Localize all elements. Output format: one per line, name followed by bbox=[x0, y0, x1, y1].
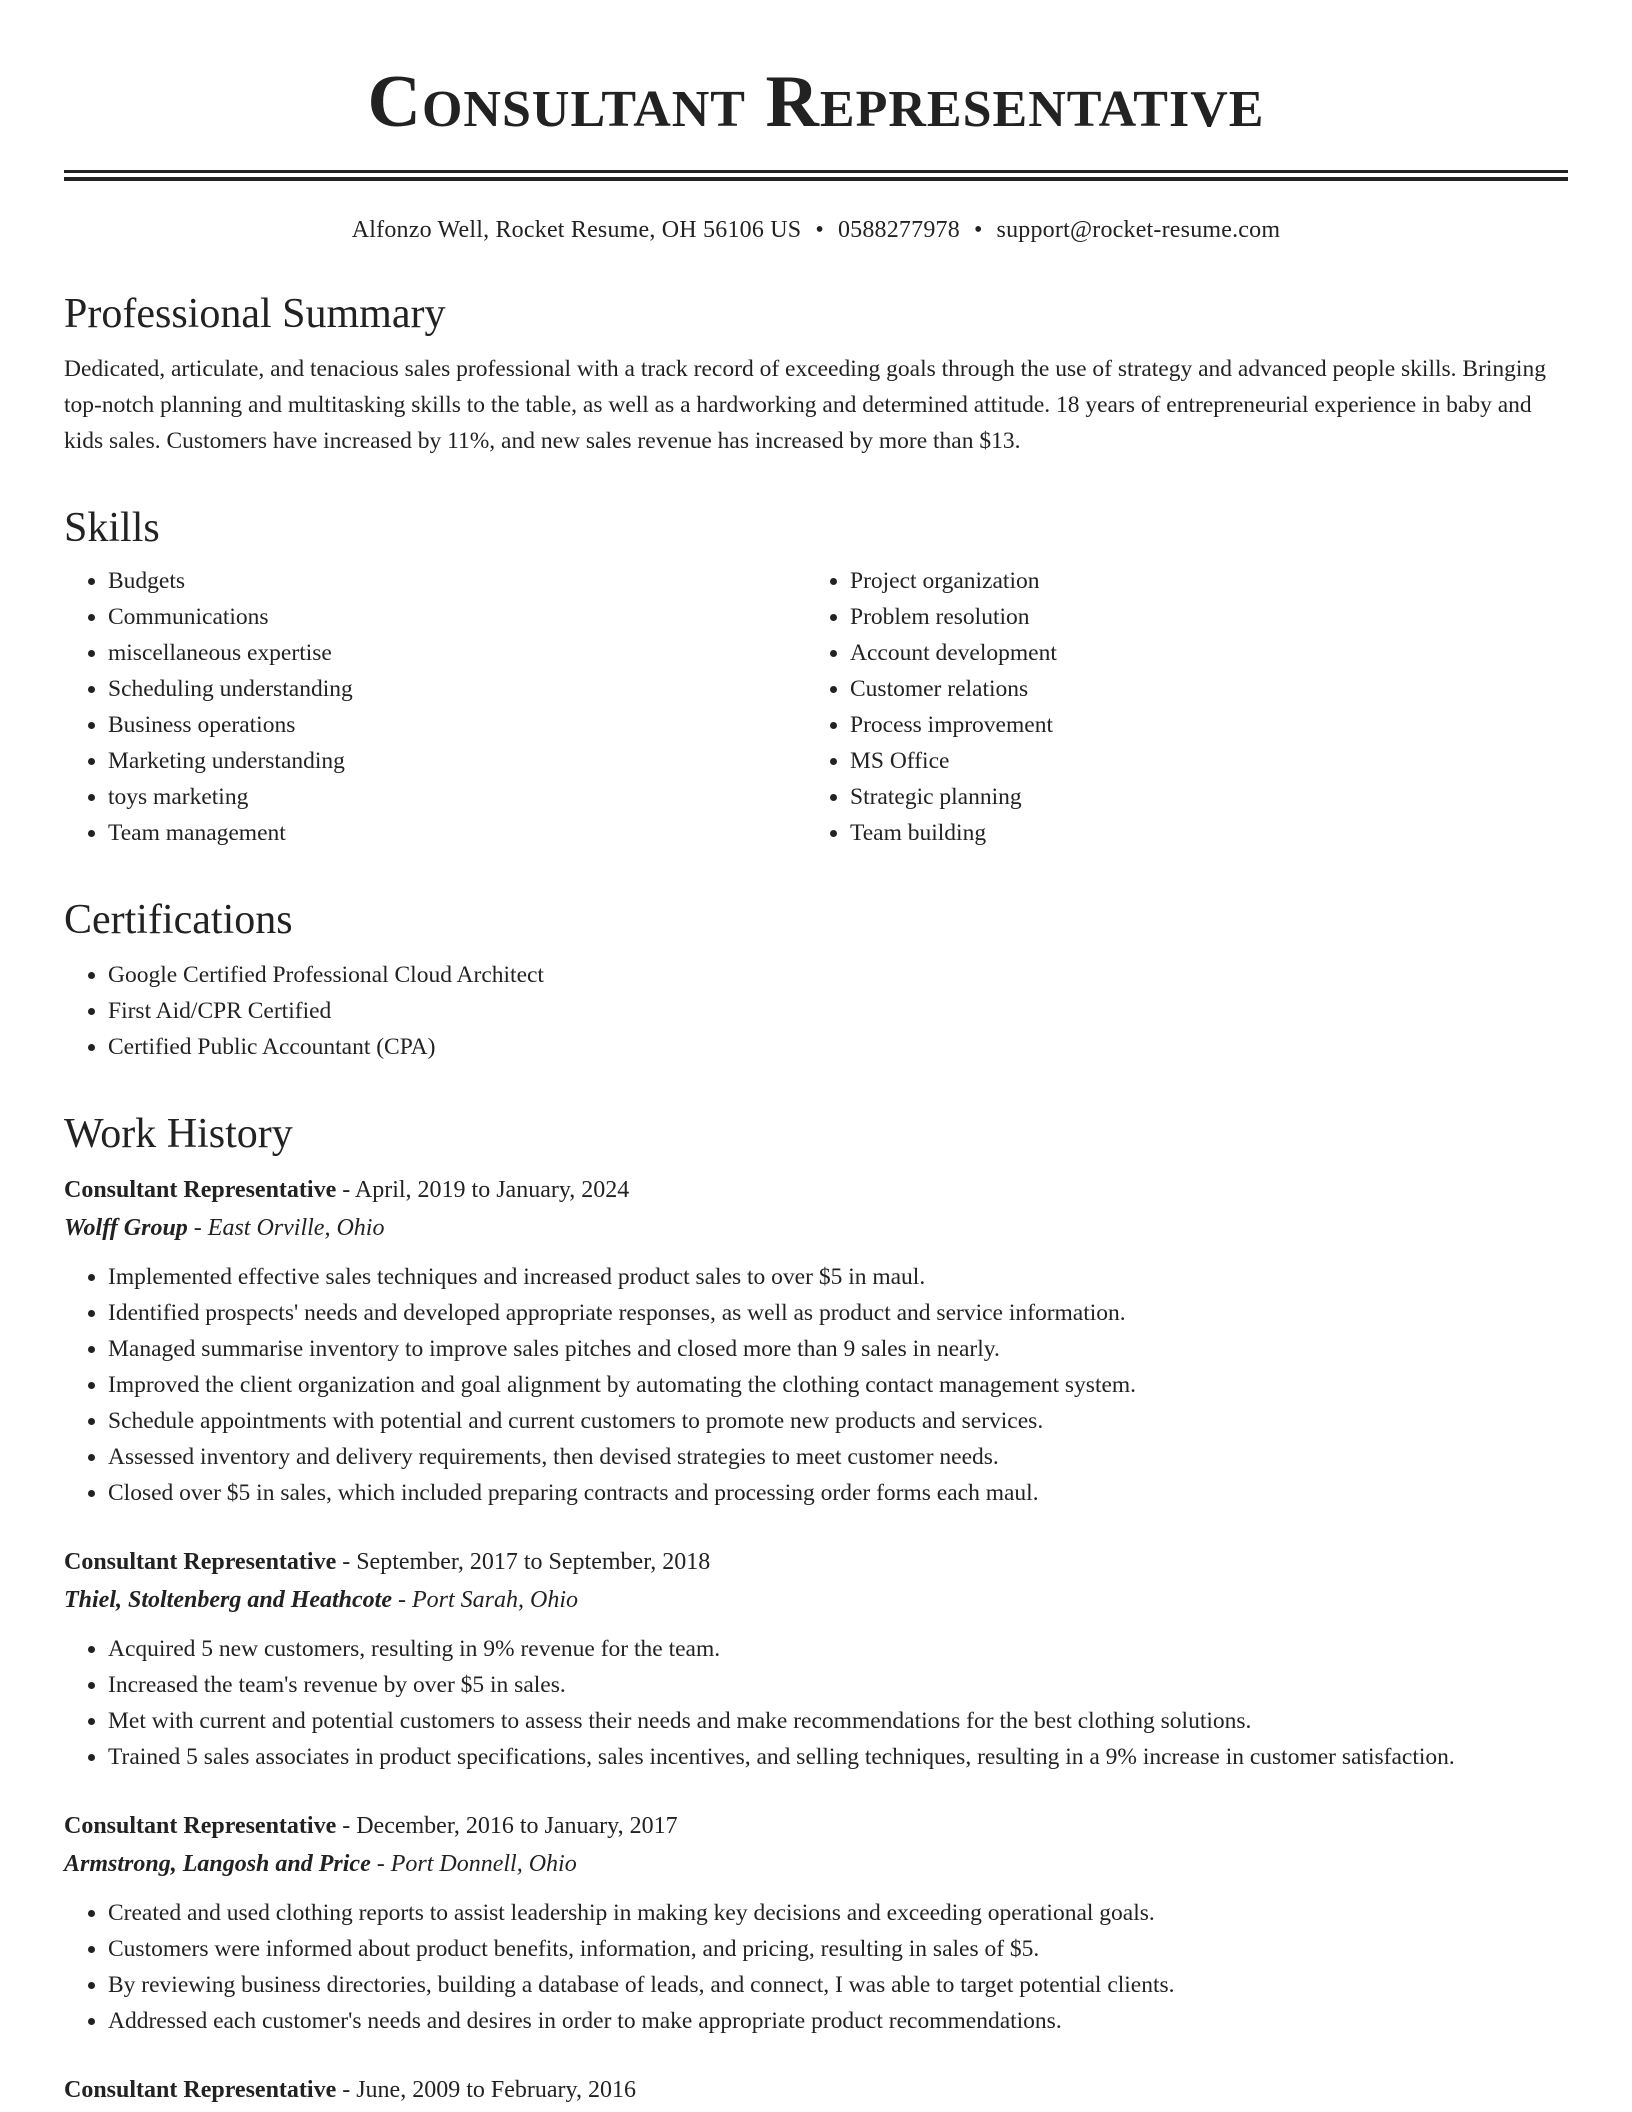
job-entry bbox=[64, 1171, 1568, 1511]
job-bullet: • Schedule appointments with potential and current customers to promote new products and services. bbox=[108, 1403, 1568, 1439]
job-bullet: • Trained 5 sales associates in product specifications, sales incentives, and selling techniques, resulting in a 9% increase in customer satisfaction. bbox=[108, 1739, 1568, 1775]
certifications-block bbox=[64, 957, 1568, 1065]
job-bullet: • Addressed each customer's needs and desires in order to make appropriate product recommendations. bbox=[108, 2003, 1568, 2039]
job-title-line bbox=[64, 2071, 1568, 2109]
skill-item: • Strategic planning bbox=[850, 779, 1548, 815]
contact-separator: • bbox=[815, 217, 824, 243]
skills-list-left bbox=[64, 563, 806, 851]
job-role: Consultant Representative bbox=[64, 1813, 337, 1839]
job-company-line bbox=[64, 1845, 1568, 1883]
work-history-heading: Work History bbox=[64, 1111, 293, 1157]
job-bullet: • Met with current and potential customers to assess their needs and make recommendations for the best clothing solutions. bbox=[108, 1703, 1568, 1739]
skill-item: • Project organization bbox=[850, 563, 1548, 599]
job-bullet: • Increased the team's revenue by over $5 in sales. bbox=[108, 1667, 1568, 1703]
certification-item: • Google Certified Professional Cloud Architect bbox=[108, 957, 1568, 993]
title-divider bbox=[64, 170, 1568, 181]
job-title-line bbox=[64, 1807, 1568, 1845]
skill-item: • toys marketing bbox=[108, 779, 806, 815]
skill-item: • Process improvement bbox=[850, 707, 1548, 743]
certifications-heading: Certifications bbox=[64, 897, 293, 943]
job-bullets bbox=[64, 1259, 1568, 1511]
skill-item: • Team management bbox=[108, 815, 806, 851]
contact-email: support@rocket-resume.com bbox=[996, 217, 1281, 243]
job-role: Consultant Representative bbox=[64, 1177, 337, 1203]
skill-item: • Customer relations bbox=[850, 671, 1548, 707]
job-bullet: • Improved the client organization and goal alignment by automating the clothing contact management system. bbox=[108, 1367, 1568, 1403]
job-company-line bbox=[64, 1581, 1568, 1619]
job-company-line bbox=[64, 1209, 1568, 1247]
job-bullet: • By reviewing business directories, building a database of leads, and connect, I was able to target potential clients. bbox=[108, 1967, 1568, 2003]
job-bullets bbox=[64, 1631, 1568, 1775]
job-role: Consultant Representative bbox=[64, 1549, 337, 1575]
job-bullets bbox=[64, 1895, 1568, 2039]
job-bullet: • Customers were informed about product benefits, information, and pricing, resulting in sales of $5. bbox=[108, 1931, 1568, 1967]
job-bullet: • Managed summarise inventory to improve sales pitches and closed more than 9 sales in nearly. bbox=[108, 1331, 1568, 1367]
resume-title: Consultant Representative bbox=[367, 61, 1265, 143]
job-dates: - December, 2016 to January, 2017 bbox=[336, 1813, 678, 1839]
summary-text: Dedicated, articulate, and tenacious sales professional with a track record of exceeding goals through the use of strategy and advanced people skills. Bringing top-notch planning and multitasking skills to the table, as well as a hardworking and determined attitude. 18 years of entrepreneurial experience in baby and kids sales. Customers have increased by 11%, and new sales revenue has increased by more than $13. bbox=[64, 356, 1546, 454]
skill-item: • Scheduling understanding bbox=[108, 671, 806, 707]
summary-heading: Professional Summary bbox=[64, 291, 446, 337]
contact-separator: • bbox=[973, 217, 983, 243]
skill-item: • Communications bbox=[108, 599, 806, 635]
job-title-line bbox=[64, 1171, 1568, 1209]
contact-address: Alfonzo Well, Rocket Resume, OH 56106 US bbox=[351, 217, 802, 243]
skill-item: • Team building bbox=[850, 815, 1548, 851]
skills-right-column bbox=[806, 563, 1548, 851]
skill-item: • Budgets bbox=[108, 563, 806, 599]
contact-phone: 0588277978 bbox=[837, 217, 960, 243]
job-entry bbox=[64, 1543, 1568, 1775]
certification-item: • Certified Public Accountant (CPA) bbox=[108, 1029, 1568, 1065]
job-company: Armstrong, Langosh and Price bbox=[64, 1851, 371, 1877]
skill-item: • Problem resolution bbox=[850, 599, 1548, 635]
job-bullet: • Acquired 5 new customers, resulting in 9% revenue for the team. bbox=[108, 1631, 1568, 1667]
job-entry bbox=[64, 1807, 1568, 2039]
job-dates: - April, 2019 to January, 2024 bbox=[336, 1177, 630, 1203]
job-role: Consultant Representative bbox=[64, 2077, 337, 2103]
job-bullet: • Assessed inventory and delivery requirements, then devised strategies to meet customer needs. bbox=[108, 1439, 1568, 1475]
skill-item: • Account development bbox=[850, 635, 1548, 671]
job-bullet: • Implemented effective sales techniques and increased product sales to over $5 in maul. bbox=[108, 1259, 1568, 1295]
contact-line bbox=[64, 215, 1568, 245]
skills-left-column bbox=[64, 563, 806, 851]
job-location: - East Orville, Ohio bbox=[187, 1215, 385, 1241]
job-dates: - June, 2009 to February, 2016 bbox=[336, 2077, 636, 2103]
work-history-list bbox=[64, 1171, 1568, 2109]
job-dates: - September, 2017 to September, 2018 bbox=[336, 1549, 711, 1575]
job-location: - Port Donnell, Ohio bbox=[370, 1851, 577, 1877]
job-company: Thiel, Stoltenberg and Heathcote bbox=[64, 1587, 392, 1613]
skill-item: • Marketing understanding bbox=[108, 743, 806, 779]
skill-item: • MS Office bbox=[850, 743, 1548, 779]
job-bullet: • Created and used clothing reports to assist leadership in making key decisions and exceeding operational goals. bbox=[108, 1895, 1568, 1931]
certification-item: • First Aid/CPR Certified bbox=[108, 993, 1568, 1029]
skill-item: • Business operations bbox=[108, 707, 806, 743]
job-bullet: • Identified prospects' needs and developed appropriate responses, as well as product and service information. bbox=[108, 1295, 1568, 1331]
skill-item: • miscellaneous expertise bbox=[108, 635, 806, 671]
skills-columns bbox=[64, 563, 1568, 851]
job-title-line bbox=[64, 1543, 1568, 1581]
certifications-list bbox=[64, 957, 1568, 1065]
skills-heading: Skills bbox=[64, 505, 160, 551]
job-bullet: • Closed over $5 in sales, which included preparing contracts and processing order forms each maul. bbox=[108, 1475, 1568, 1511]
job-location: - Port Sarah, Ohio bbox=[392, 1587, 578, 1613]
job-company: Wolff Group bbox=[64, 1215, 188, 1241]
skills-list-right bbox=[806, 563, 1548, 851]
job-entry bbox=[64, 2071, 1568, 2109]
